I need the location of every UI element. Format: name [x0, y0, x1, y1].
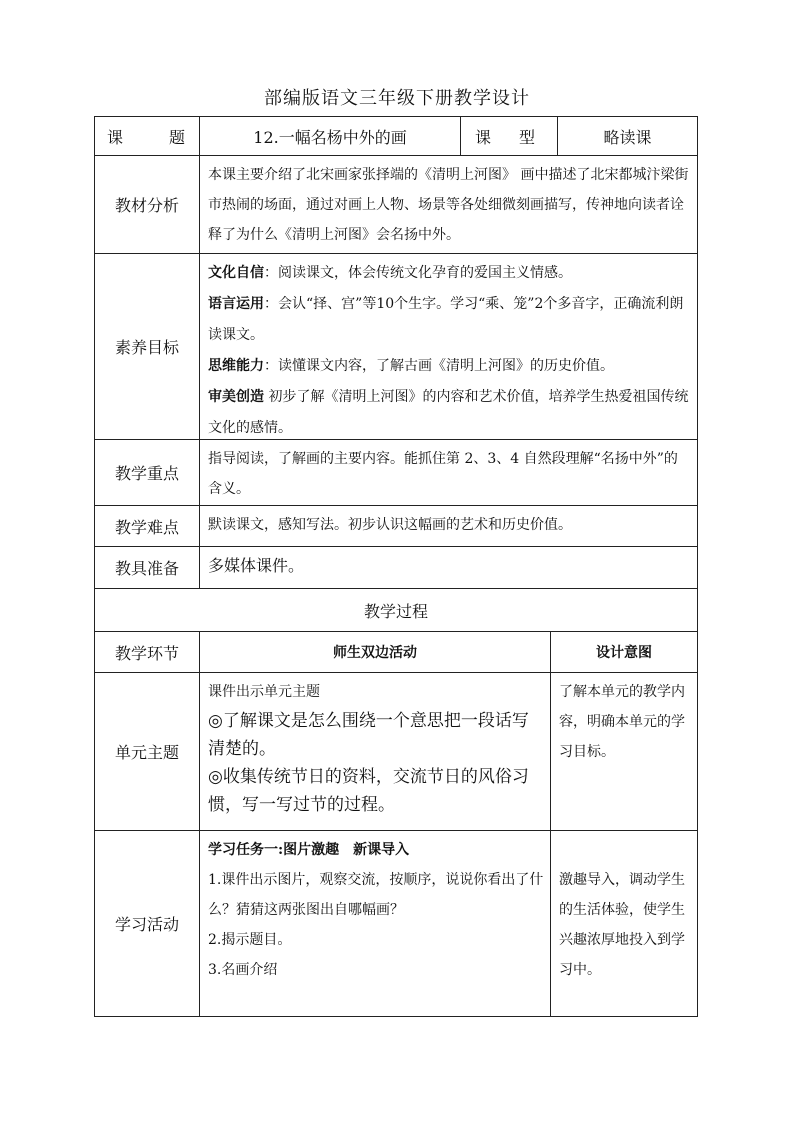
process-title: 教学过程: [94, 588, 698, 632]
goal-item: 思维能力：读懂课文内容，了解古画《清明上河图》的历史价值。: [208, 358, 614, 374]
unit-theme-label: 单元主题: [94, 672, 200, 831]
goals-label: 素养目标: [94, 253, 200, 440]
difficulties-text: 默读课文，感知写法。初步认识这幅画的艺术和历史价值。: [199, 505, 698, 547]
subject-key-2: 题: [168, 127, 185, 147]
page-title: 部编版语文三年级下册教学设计: [264, 88, 530, 109]
lesson-type: 略读课: [603, 127, 652, 147]
analysis-text: [199, 155, 698, 254]
key-points-text: 指导阅读，了解画的主要内容。能抓住第 2、3、4 自然段理解“名扬中外”的含义。: [199, 439, 698, 506]
difficulties-label: 教学难点: [94, 505, 200, 547]
type-key-cell: [460, 116, 558, 156]
lesson-type-cell: [557, 116, 698, 156]
unit-theme-content: [199, 672, 551, 831]
goal-head: 文化自信: [208, 265, 264, 281]
goal-head: 语言运用: [208, 296, 264, 312]
learning-step: 1.课件出示图片，观察交流，按顺序，说说你看出了什么？猜猜这两张图出自哪幅画？: [208, 872, 544, 918]
subject-key-cell: [94, 116, 200, 156]
tools-label: 教具准备: [94, 546, 200, 589]
goal-item: 文化自信：阅读课文，体会传统文化孕育的爱国主义情感。: [208, 265, 572, 281]
learning-step: 2.揭示题目。: [208, 932, 292, 948]
lesson-title: 12.一幅名杨中外的画: [253, 127, 407, 147]
goal-item: 语言运用：会认“择、宫”等10个生字。学习“乘、笼”2个多音字，正确流利朗读课文。: [208, 296, 684, 343]
unit-theme-intro: 课件出示单元主题: [208, 684, 320, 700]
goal-head: 审美创造: [208, 389, 264, 405]
unit-theme-intent: 了解本单元的教学内容，明确本单元的学习目标。: [550, 672, 698, 831]
lesson-plan-table: [95, 117, 698, 1017]
type-key-1: 课: [475, 127, 492, 147]
subject-key-1: 课: [107, 127, 124, 147]
tools-text: 多媒体课件。: [199, 546, 698, 589]
col-stage-header: 教学环节: [94, 631, 200, 673]
goal-item: 审美创造 初步了解《清明上河图》的内容和艺术价值，培养学生热爱祖国传统文化的感情。: [208, 389, 689, 436]
goals-content: [199, 253, 698, 440]
learning-label: 学习活动: [94, 830, 200, 1017]
analysis-label: 教材分析: [94, 155, 200, 254]
lesson-title-cell: [199, 116, 461, 156]
unit-theme-bullet: ◎了解课文是怎么围绕一个意思把一段话写清楚的。: [208, 711, 529, 759]
key-points-label: 教学重点: [94, 439, 200, 506]
type-key-2: 型: [518, 127, 535, 147]
col-intent-header: 设计意图: [550, 631, 698, 673]
learning-content: [199, 830, 551, 1017]
goal-head: 思维能力: [208, 358, 264, 374]
analysis-paragraph: 本课主要介绍了北宋画家张择端的《清明上河图》 画中描述了北宋都城汴梁街市热闹的场面，通过对画上人物、场景等各处细微刻画描写，传神地向读者诠释了为什么《清明上河图》会名扬中外。: [208, 167, 689, 243]
learning-task: 学习任务一:图片激趣 新课导入: [208, 842, 410, 858]
col-activity-header: 师生双边活动: [199, 631, 551, 673]
learning-step: 3.名画介绍: [208, 962, 278, 978]
learning-intent: 激趣导入，调动学生的生活体验，使学生兴趣浓厚地投入到学习中。: [550, 830, 698, 1017]
unit-theme-bullet: ◎收集传统节日的资料，交流节日的风俗习惯，写一写过节的过程。: [208, 767, 529, 815]
